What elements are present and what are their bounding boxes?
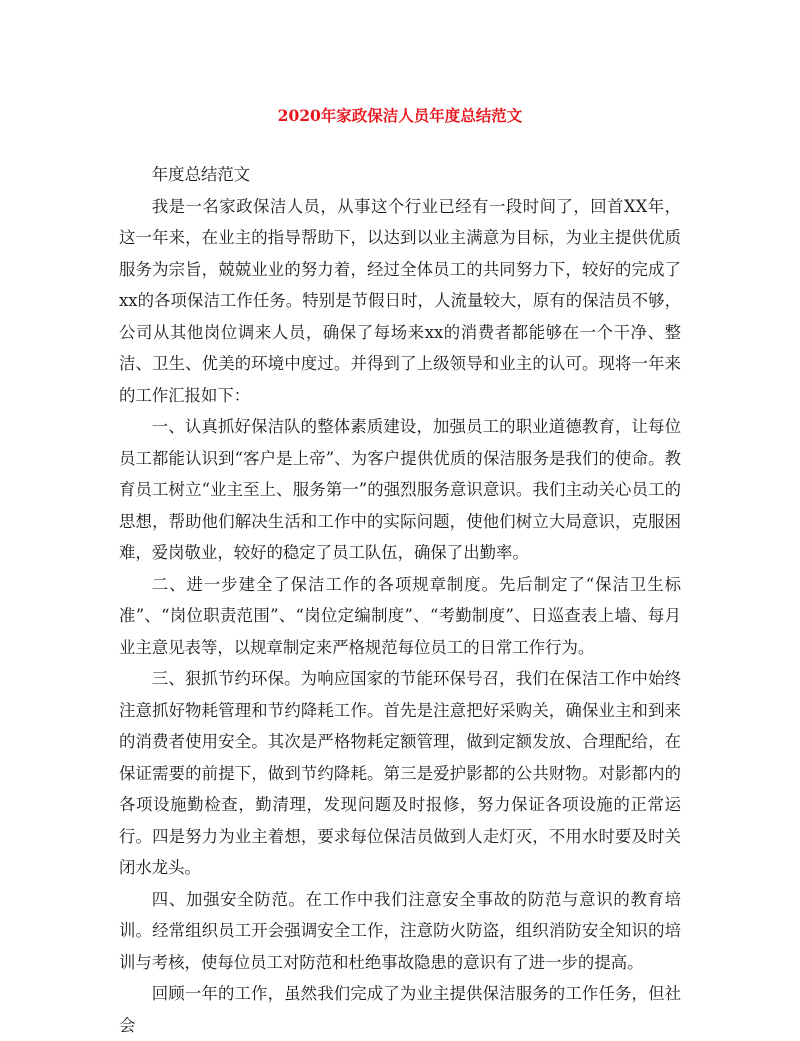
paragraph-section-2: 二、进一步建全了保洁工作的各项规章制度。先后制定了“保洁卫生标准”、“岗位职责范围”、“岗位定编制度”、“考勤制度”、日巡查表上墙、每月业主意见表等，以规章制定来严格规范每位员工的日常工作行为。 xyxy=(119,574,681,657)
paragraph-intro: 我是一名家政保洁人员，从事这个行业已经有一段时间了，回首XX年，这一年来，在业主的指导帮助下，以达到以业主满意为目标，为业主提供优质服务为宗旨，兢兢业业的努力着，经过全体员工的共同努力下，较好的完成了xx的各项保洁工作任务。特别是节假日时，人流量较大，原有的保洁员不够，公司从其他岗位调来人员，确保了每场来xx的消费者都能够在一个干净、整洁、卫生、优美的环境中度过。并得到了上级领导和业主的认可。现将一年来的工作汇报如下： xyxy=(119,196,681,405)
paragraph-section-1: 一、认真抓好保洁队的整体素质建设，加强员工的职业道德教育，让每位员工都能认识到“客户是上帝”、为客户提供优质的保洁服务是我们的使命。教育员工树立“业主至上、服务第一”的强烈服务意识意识。我们主动关心员工的思想，帮助他们解决生活和工作中的实际问题，使他们树立大局意识，克服困难，爱岗敬业，较好的稳定了员工队伍，确保了出勤率。 xyxy=(119,417,681,562)
paragraph-review: 回顾一年的工作，虽然我们完成了为业主提供保洁服务的工作任务，但社会 xyxy=(119,984,681,1035)
paragraph-section-3: 三、狠抓节约环保。为响应国家的节能环保号召，我们在保洁工作中始终注意抓好物耗管理和节约降耗工作。首先是注意把好采购关，确保业主和到来的消费者使用安全。其次是严格物耗定额管理，做到定额发放、合理配给，在保证需要的前提下，做到节约降耗。第三是爱护影都的公共财物。对影都内的各项设施勤检查，勤清理，发现问题及时报修，努力保证各项设施的正常运行。四是努力为业主着想，要求每位保洁员做到人走灯灭，不用水时要及时关闭水龙头。 xyxy=(119,669,681,877)
document-title: 2020年家政保洁人员年度总结范文 xyxy=(277,106,523,125)
paragraph-section-4: 四、加强安全防范。在工作中我们注意安全事故的防范与意识的教育培训。经常组织员工开会强调安全工作，注意防火防盗，组织消防安全知识的培训与考核，使每位员工对防范和杜绝事故隐患的意识有了进一步的提高。 xyxy=(119,889,681,972)
document-body xyxy=(119,159,681,1041)
paragraph-subtitle: 年度总结范文 xyxy=(151,165,251,184)
